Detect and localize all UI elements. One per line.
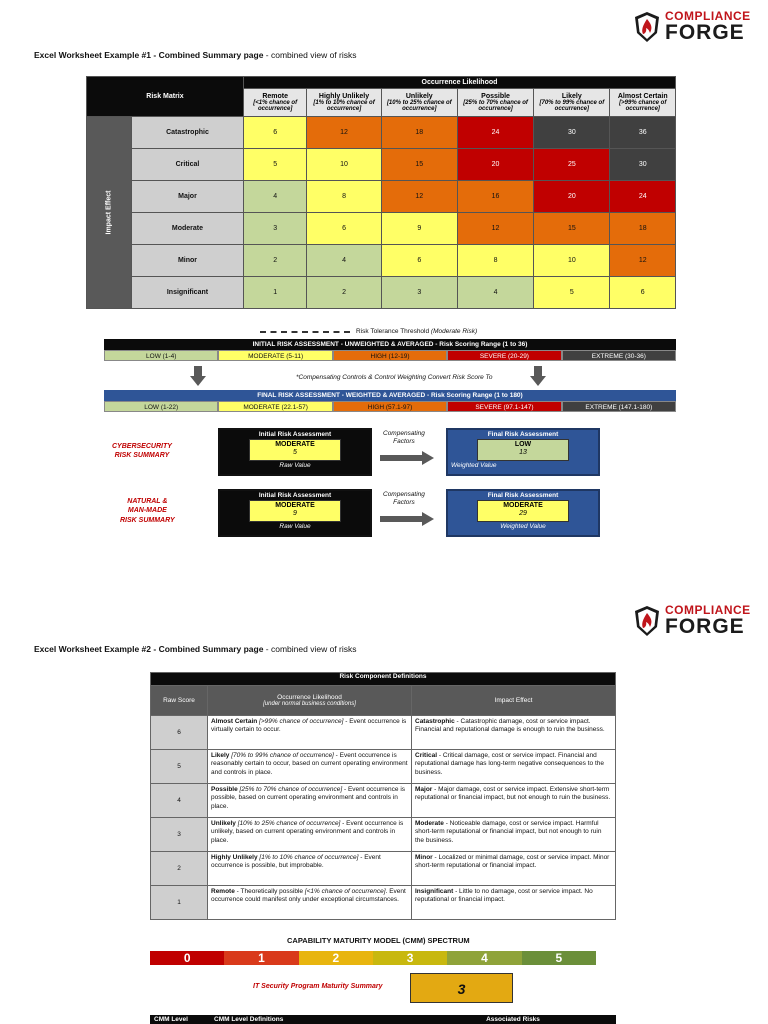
- threshold-dash-sample: [260, 331, 350, 333]
- risk-score-cell: 8: [307, 181, 381, 213]
- occurrence-header: Occurrence Likelihood [under normal business conditions]: [208, 686, 412, 716]
- raw-score-cell: 2: [151, 852, 208, 886]
- threshold-label: Risk Tolerance Threshold (Moderate Risk): [356, 328, 478, 335]
- maturity-summary-label: IT Security Program Maturity Summary: [253, 983, 383, 990]
- raw-score-cell: 6: [151, 716, 208, 750]
- table-row: [151, 852, 616, 886]
- raw-score-header: Raw Score: [151, 686, 208, 716]
- column-header: Unlikely [10% to 25% chance of occurrence]: [381, 89, 457, 117]
- band-severe: SEVERE (97.1-147): [447, 401, 561, 412]
- final-scale-title: FINAL RISK ASSESSMENT - WEIGHTED & AVERAGED - Risk Scoring Range (1 to 180): [104, 390, 676, 401]
- raw-score-cell: 5: [151, 750, 208, 784]
- cmm-level-segment: 0: [150, 951, 224, 965]
- risk-score-cell: 6: [610, 277, 676, 309]
- impact-cell: Insignificant - Little to no damage, cost or service impact. No reputational or financial impact.: [412, 886, 616, 920]
- row-header: Major: [131, 181, 243, 213]
- compensating-factors-label: Compensating Factors: [383, 430, 425, 446]
- cybersecurity-summary-label: CYBERSECURITY RISK SUMMARY: [112, 443, 172, 460]
- band-extreme: EXTREME (30-36): [562, 350, 676, 361]
- occurrence-title: Occurrence Likelihood: [243, 77, 675, 89]
- associated-risks-header: Associated Risks: [486, 1016, 540, 1023]
- risk-score-cell: 30: [534, 117, 610, 149]
- cmm-level-segment: 4: [447, 951, 521, 965]
- cmm-table-header: [150, 1015, 616, 1024]
- table-row: [151, 716, 616, 750]
- risk-score-cell: 30: [610, 149, 676, 181]
- cmm-spectrum-bar: [150, 951, 596, 965]
- risk-score-cell: 15: [534, 213, 610, 245]
- row-header: Insignificant: [131, 277, 243, 309]
- band-high: HIGH (12-19): [333, 350, 447, 361]
- down-arrow-icon: [530, 366, 546, 386]
- risk-score-cell: 15: [381, 149, 457, 181]
- maturity-summary-value: 3: [410, 973, 513, 1003]
- logo-bottom-word: FORGE: [665, 21, 745, 44]
- table-row: [151, 818, 616, 852]
- occurrence-cell: Remote - Theoretically possible [<1% chance of occurrence]. Event occurrence could manifest only under exceptional circumstances.: [208, 886, 412, 920]
- impact-cell: Catastrophic - Catastrophic damage, cost or service impact. Financial and reputational damage is enough to ruin the business.: [412, 716, 616, 750]
- raw-score-cell: 1: [151, 886, 208, 920]
- column-header: Remote [<1% chance of occurrence]: [243, 89, 306, 117]
- risk-score-cell: 5: [243, 149, 306, 181]
- risk-score-cell: 6: [381, 245, 457, 277]
- cmm-level-segment: 2: [299, 951, 373, 965]
- risk-score-cell: 36: [610, 117, 676, 149]
- cmm-level-segment: 5: [522, 951, 596, 965]
- initial-scale-title: INITIAL RISK ASSESSMENT - UNWEIGHTED & AVERAGED - Risk Scoring Range (1 to 36): [104, 339, 676, 350]
- risk-score-cell: 6: [243, 117, 306, 149]
- band-moderate: MODERATE (5-11): [218, 350, 332, 361]
- cmm-definitions-header: CMM Level Definitions: [214, 1016, 284, 1023]
- page-heading-example-1: Excel Worksheet Example #1 - Combined Summary page - combined view of risks: [34, 50, 357, 60]
- cmm-level-segment: 1: [224, 951, 298, 965]
- band-low: LOW (1-4): [104, 350, 218, 361]
- risk-score-cell: 24: [610, 181, 676, 213]
- risk-score-cell: 8: [457, 245, 533, 277]
- risk-score-cell: 18: [381, 117, 457, 149]
- initial-risk-box: Initial Risk Assessment MODERATE 5 Raw Value: [218, 428, 372, 476]
- conversion-note: *Compensating Controls & Control Weighting Convert Risk Score To: [296, 374, 493, 381]
- occurrence-cell: Likely [70% to 99% chance of occurrence] - Event occurrence is reasonably certain to occur, based on current operating environment and controls in place.: [208, 750, 412, 784]
- final-risk-scale: [104, 390, 676, 412]
- shield-flame-icon: [633, 11, 661, 43]
- risk-score-cell: 24: [457, 117, 533, 149]
- risk-score-cell: 4: [307, 245, 381, 277]
- impact-cell: Moderate - Noticeable damage, cost or service impact. Harmful short-term reputational or financial impact, but not enough to ruin the business.: [412, 818, 616, 852]
- column-header: Highly Unlikely [1% to 10% chance of occurrence]: [307, 89, 381, 117]
- risk-component-definitions-table: [150, 672, 616, 920]
- final-risk-box: Final Risk Assessment MODERATE 29 Weighted Value: [446, 489, 600, 537]
- compensating-factors-label: Compensating Factors: [383, 491, 425, 507]
- logo-bottom-word: FORGE: [665, 615, 745, 638]
- column-header: Possible [25% to 70% chance of occurrence]: [457, 89, 533, 117]
- initial-risk-box: Initial Risk Assessment MODERATE 9 Raw Value: [218, 489, 372, 537]
- risk-tolerance-legend: [260, 328, 477, 335]
- band-moderate: MODERATE (22.1-57): [218, 401, 332, 412]
- column-header: Likely [70% to 99% chance of occurrence]: [534, 89, 610, 117]
- risk-score-cell: 10: [307, 149, 381, 181]
- risk-score-cell: 2: [243, 245, 306, 277]
- right-arrow-icon: [380, 512, 434, 526]
- risk-score-cell: 2: [307, 277, 381, 309]
- impact-header: Impact Effect: [412, 686, 616, 716]
- cmm-spectrum-title: CAPABILITY MATURITY MODEL (CMM) SPECTRUM: [287, 936, 470, 945]
- risk-score-cell: 1: [243, 277, 306, 309]
- risk-score-cell: 20: [534, 181, 610, 213]
- logo-top-word: COMPLIANCE: [665, 9, 751, 23]
- impact-effect-label: Impact Effect: [87, 117, 132, 309]
- row-header: Catastrophic: [131, 117, 243, 149]
- band-high: HIGH (57.1-97): [333, 401, 447, 412]
- row-header: Critical: [131, 149, 243, 181]
- band-extreme: EXTREME (147.1-180): [562, 401, 676, 412]
- table-row: [151, 886, 616, 920]
- occurrence-cell: Possible [25% to 70% chance of occurrence] - Event occurrence is possible, based on current operating environment and controls in place.: [208, 784, 412, 818]
- risk-score-cell: 3: [243, 213, 306, 245]
- impact-cell: Critical - Critical damage, cost or service impact. Financial and reputational damage has long-term negative consequences to the business.: [412, 750, 616, 784]
- occurrence-cell: Highly Unlikely [1% to 10% chance of occurrence] - Event occurrence is possible, but improbable.: [208, 852, 412, 886]
- table-row: [151, 750, 616, 784]
- compliance-forge-logo: [633, 10, 751, 43]
- row-header: Minor: [131, 245, 243, 277]
- risk-score-cell: 12: [610, 245, 676, 277]
- risk-score-cell: 12: [307, 117, 381, 149]
- column-header: Almost Certain [>99% chance of occurrence]: [610, 89, 676, 117]
- shield-flame-icon: [633, 605, 661, 637]
- risk-score-cell: 12: [381, 181, 457, 213]
- risk-score-cell: 3: [381, 277, 457, 309]
- risk-score-cell: 4: [243, 181, 306, 213]
- compliance-forge-logo: [633, 604, 751, 637]
- risk-score-cell: 9: [381, 213, 457, 245]
- risk-score-cell: 25: [534, 149, 610, 181]
- risk-score-cell: 12: [457, 213, 533, 245]
- page-heading-example-2: Excel Worksheet Example #2 - Combined Summary page - combined view of risks: [34, 644, 357, 654]
- band-severe: SEVERE (20-29): [447, 350, 561, 361]
- band-low: LOW (1-22): [104, 401, 218, 412]
- risk-score-cell: 18: [610, 213, 676, 245]
- risk-score-cell: 5: [534, 277, 610, 309]
- occurrence-cell: Unlikely [10% to 25% chance of occurrence] - Event occurrence is unlikely, based on current operating environment and controls in place.: [208, 818, 412, 852]
- risk-score-cell: 10: [534, 245, 610, 277]
- raw-score-cell: 3: [151, 818, 208, 852]
- down-arrow-icon: [190, 366, 206, 386]
- right-arrow-icon: [380, 451, 434, 465]
- risk-matrix: [86, 76, 676, 309]
- final-risk-box: Final Risk Assessment LOW 13 Weighted Value: [446, 428, 600, 476]
- impact-cell: Minor - Localized or minimal damage, cost or service impact. Minor short-term reputational or financial impact.: [412, 852, 616, 886]
- definitions-caption: Risk Component Definitions: [151, 673, 616, 686]
- table-row: [151, 784, 616, 818]
- risk-score-cell: 6: [307, 213, 381, 245]
- natural-manmade-summary-label: NATURAL & MAN-MADE RISK SUMMARY: [120, 498, 175, 524]
- initial-risk-scale: [104, 339, 676, 361]
- raw-score-cell: 4: [151, 784, 208, 818]
- matrix-corner-label: Risk Matrix: [87, 77, 244, 117]
- risk-score-cell: 16: [457, 181, 533, 213]
- risk-score-cell: 20: [457, 149, 533, 181]
- logo-top-word: COMPLIANCE: [665, 603, 751, 617]
- risk-score-cell: 4: [457, 277, 533, 309]
- row-header: Moderate: [131, 213, 243, 245]
- cmm-level-header: CMM Level: [154, 1016, 188, 1023]
- impact-cell: Major - Major damage, cost or service impact. Extensive short-term reputational or financial impact, but not enough to ruin the business.: [412, 784, 616, 818]
- cmm-level-segment: 3: [373, 951, 447, 965]
- occurrence-cell: Almost Certain [>99% chance of occurrence] - Event occurrence is virtually certain to occur.: [208, 716, 412, 750]
